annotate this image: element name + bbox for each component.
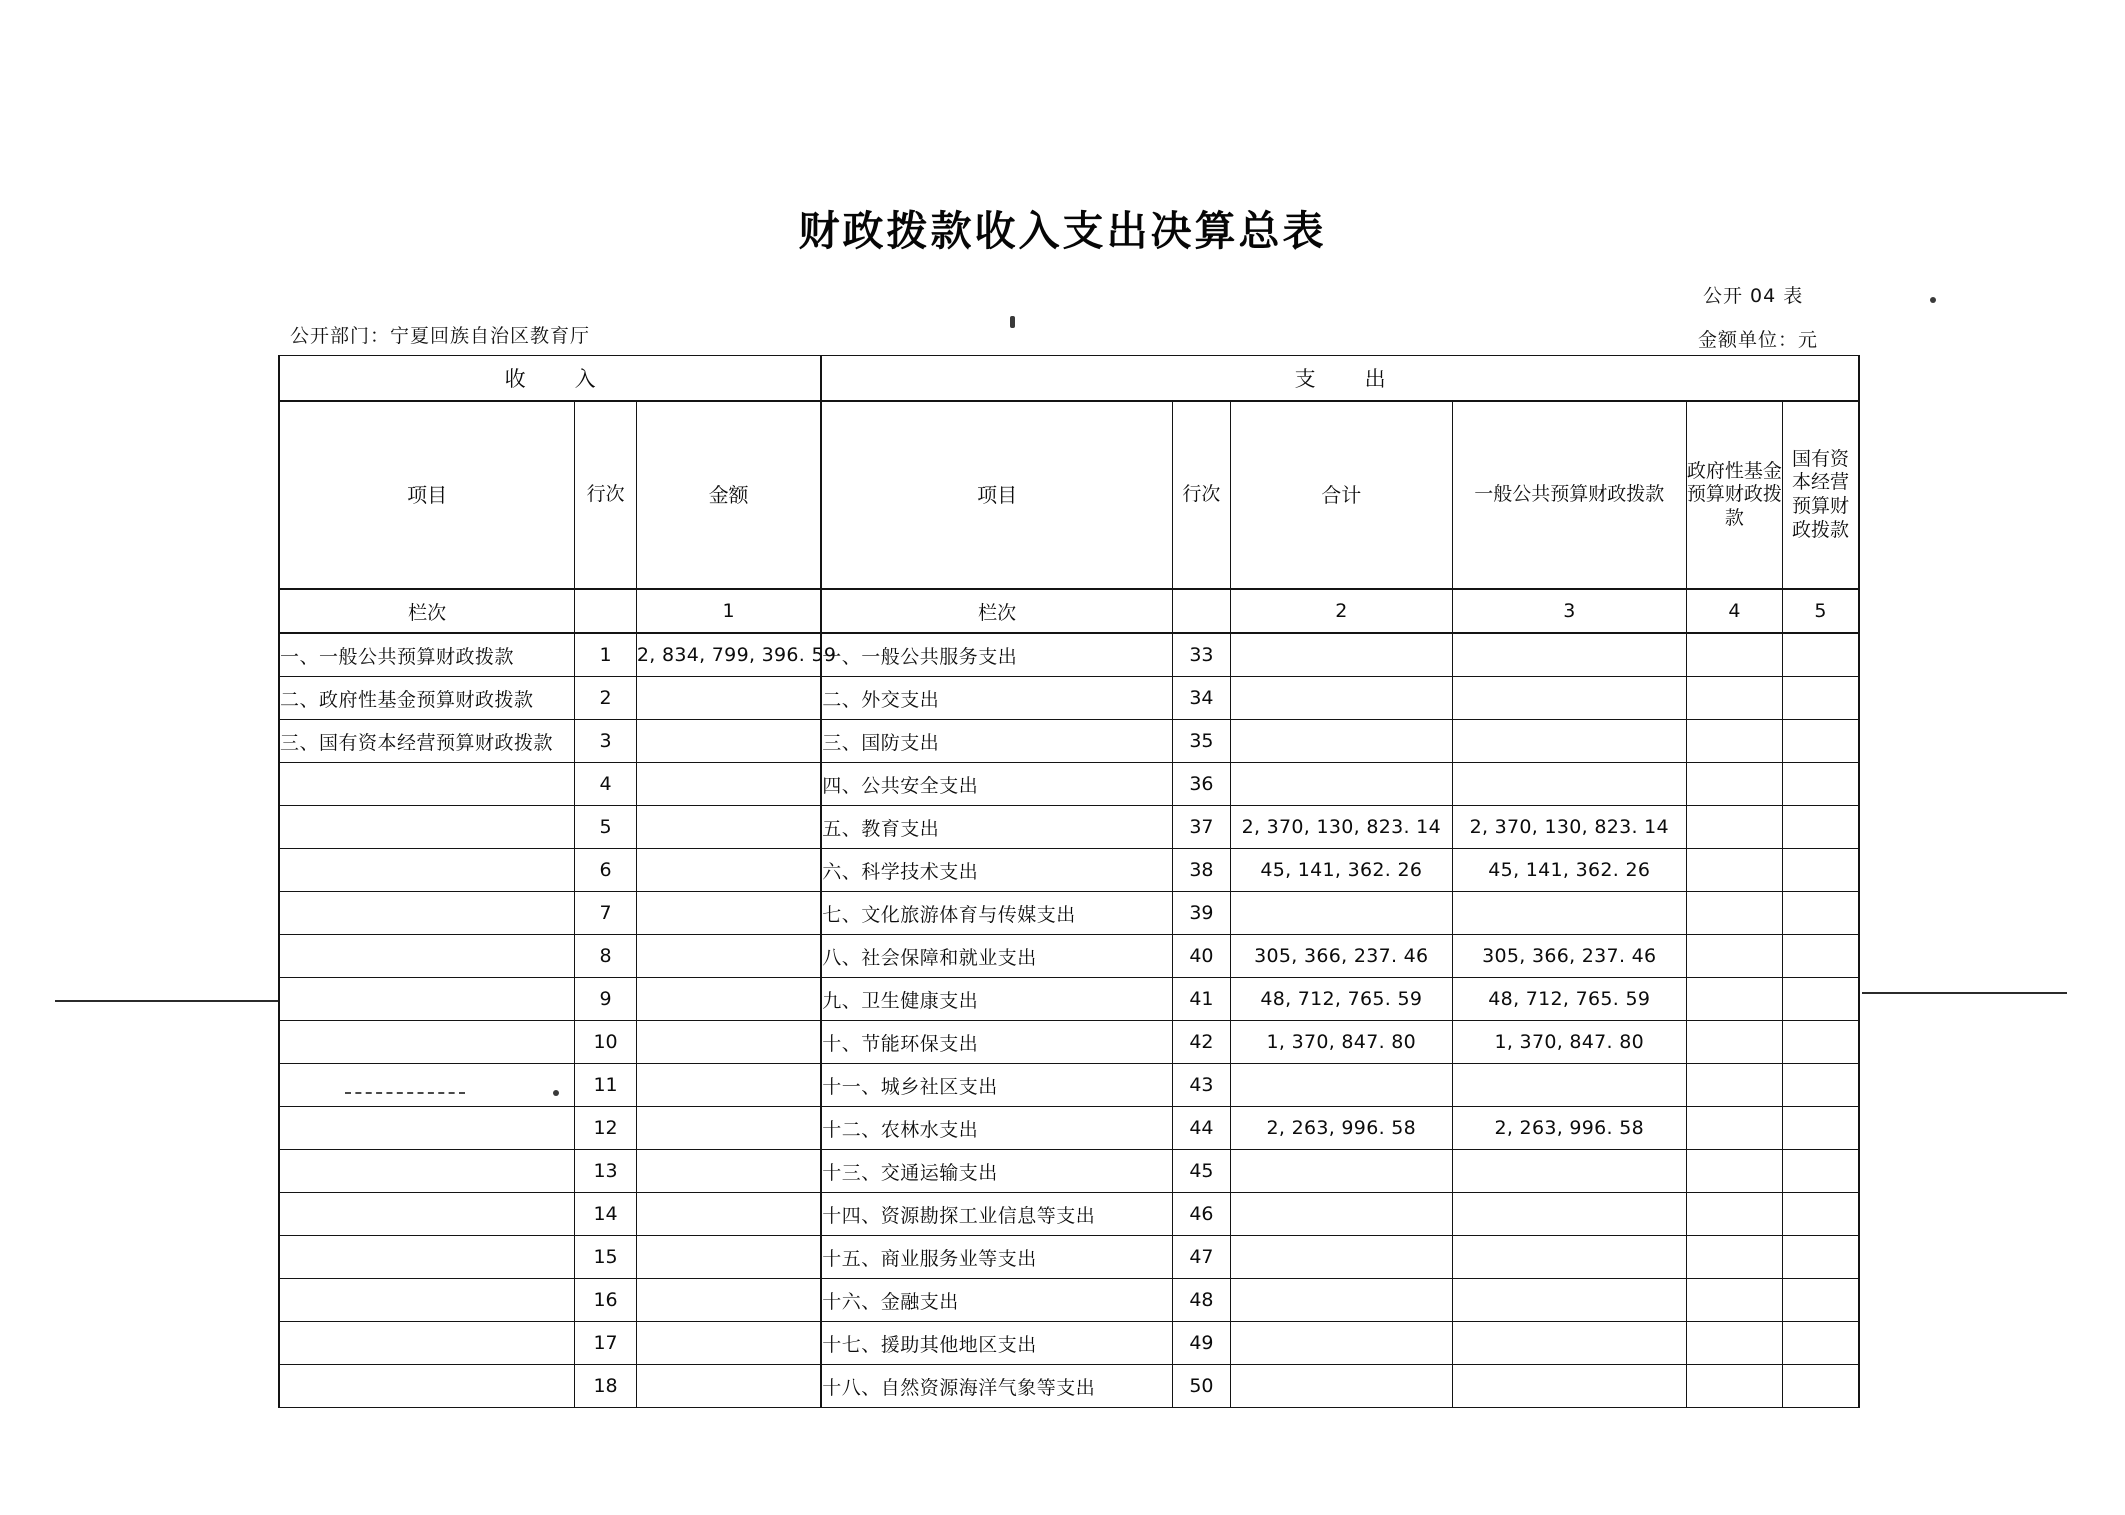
income-amount-cell (636, 1193, 821, 1236)
expenditure-total-cell (1230, 763, 1452, 806)
expenditure-row-no-cell: 35 (1172, 720, 1230, 763)
income-amount-cell (636, 1064, 821, 1107)
expenditure-item-cell: 八、社会保障和就业支出 (821, 935, 1172, 978)
table-row (279, 849, 1859, 892)
income-item-cell (279, 1150, 575, 1193)
expenditure-row-no-cell: 47 (1172, 1236, 1230, 1279)
expenditure-gov-fund-cell (1686, 1236, 1782, 1279)
expenditure-item-cell: 五、教育支出 (821, 806, 1172, 849)
income-item-cell (279, 1021, 575, 1064)
table-row (279, 1365, 1859, 1408)
income-item-cell (279, 892, 575, 935)
expenditure-general-public-cell: 45, 141, 362. 26 (1452, 849, 1686, 892)
expenditure-general-public-cell (1452, 892, 1686, 935)
expenditure-total-cell: 2, 263, 996. 58 (1230, 1107, 1452, 1150)
header-expenditure-row-no (1172, 401, 1230, 589)
expenditure-gov-fund-cell (1686, 849, 1782, 892)
income-amount-cell (636, 806, 821, 849)
expenditure-total-cell (1230, 1322, 1452, 1365)
income-amount-cell (636, 978, 821, 1021)
table-row (279, 1064, 1859, 1107)
income-amount-cell (636, 1107, 821, 1150)
income-item-cell: 一、一般公共预算财政拨款 (279, 633, 575, 677)
header-income-item: 项目 (279, 401, 575, 589)
column-number-income-amount: 1 (636, 589, 821, 633)
expenditure-general-public-cell: 48, 712, 765. 59 (1452, 978, 1686, 1021)
expenditure-general-public-cell (1452, 720, 1686, 763)
table-row (279, 1107, 1859, 1150)
expenditure-state-capital-cell (1782, 1322, 1859, 1365)
expenditure-item-cell: 三、国防支出 (821, 720, 1172, 763)
form-number-label: 公开 04 表 (1703, 285, 1804, 307)
income-item-cell (279, 1236, 575, 1279)
expenditure-state-capital-cell (1782, 1236, 1859, 1279)
expenditure-row-no-cell: 49 (1172, 1322, 1230, 1365)
income-row-no-cell: 5 (575, 806, 637, 849)
table-row (279, 763, 1859, 806)
expenditure-item-cell: 七、文化旅游体育与传媒支出 (821, 892, 1172, 935)
expenditure-gov-fund-cell (1686, 720, 1782, 763)
income-item-cell (279, 978, 575, 1021)
expenditure-gov-fund-cell (1686, 1193, 1782, 1236)
expenditure-state-capital-cell (1782, 1365, 1859, 1408)
income-row-no-cell: 2 (575, 677, 637, 720)
income-item-cell (279, 1279, 575, 1322)
income-amount-cell (636, 1322, 821, 1365)
expenditure-state-capital-cell (1782, 806, 1859, 849)
income-row-no-cell: 15 (575, 1236, 637, 1279)
scan-speck (1930, 297, 1936, 303)
table-row (279, 1150, 1859, 1193)
income-item-cell (279, 1322, 575, 1365)
expenditure-item-cell: 十二、农林水支出 (821, 1107, 1172, 1150)
income-item-cell (279, 763, 575, 806)
header-expenditure-total: 合计 (1230, 401, 1452, 589)
table-row (279, 1322, 1859, 1365)
expenditure-item-cell: 二、外交支出 (821, 677, 1172, 720)
expenditure-total-cell: 2, 370, 130, 823. 14 (1230, 806, 1452, 849)
table-row (279, 720, 1859, 763)
expenditure-state-capital-cell (1782, 633, 1859, 677)
income-amount-cell (636, 720, 821, 763)
income-row-no-cell: 12 (575, 1107, 637, 1150)
expenditure-state-capital-cell (1782, 1021, 1859, 1064)
table-row (279, 677, 1859, 720)
expenditure-total-cell: 48, 712, 765. 59 (1230, 978, 1452, 1021)
income-row-no-cell: 1 (575, 633, 637, 677)
expenditure-state-capital-cell (1782, 1193, 1859, 1236)
expenditure-item-cell: 一、一般公共服务支出 (821, 633, 1172, 677)
table-row (279, 892, 1859, 935)
header-income-row-no-text: 行次 (586, 483, 625, 506)
table-row (279, 633, 1859, 677)
table-body (279, 633, 1859, 1408)
expenditure-row-no-cell: 43 (1172, 1064, 1230, 1107)
expenditure-total-cell: 305, 366, 237. 46 (1230, 935, 1452, 978)
expenditure-item-cell: 十四、资源勘探工业信息等支出 (821, 1193, 1172, 1236)
lanci-label-income: 栏次 (279, 589, 575, 633)
income-amount-cell (636, 1236, 821, 1279)
income-row-no-cell: 17 (575, 1322, 637, 1365)
income-row-no-cell: 14 (575, 1193, 637, 1236)
table-row (279, 1021, 1859, 1064)
expenditure-item-cell: 十三、交通运输支出 (821, 1150, 1172, 1193)
expenditure-row-no-cell: 48 (1172, 1279, 1230, 1322)
table-row (279, 1279, 1859, 1322)
expenditure-gov-fund-cell (1686, 1279, 1782, 1322)
expenditure-gov-fund-cell (1686, 763, 1782, 806)
table-row (279, 1193, 1859, 1236)
disclosing-department-label: 公开部门：宁夏回族自治区教育厅 (290, 325, 591, 347)
expenditure-general-public-cell (1452, 633, 1686, 677)
expenditure-row-no-cell: 44 (1172, 1107, 1230, 1150)
income-row-no-cell: 13 (575, 1150, 637, 1193)
lanci-label-expenditure: 栏次 (821, 589, 1172, 633)
expenditure-gov-fund-cell (1686, 1064, 1782, 1107)
income-item-cell (279, 1064, 575, 1107)
lanci-expenditure-row-no-blank (1172, 589, 1230, 633)
expenditure-row-no-cell: 50 (1172, 1365, 1230, 1408)
expenditure-general-public-cell: 2, 370, 130, 823. 14 (1452, 806, 1686, 849)
expenditure-item-cell: 十、节能环保支出 (821, 1021, 1172, 1064)
expenditure-state-capital-cell (1782, 1107, 1859, 1150)
income-row-no-cell: 18 (575, 1365, 637, 1408)
expenditure-row-no-cell: 42 (1172, 1021, 1230, 1064)
column-number-general-public: 3 (1452, 589, 1686, 633)
expenditure-gov-fund-cell (1686, 1107, 1782, 1150)
income-row-no-cell: 7 (575, 892, 637, 935)
page-fold-line-left (55, 1000, 280, 1002)
expenditure-row-no-cell: 45 (1172, 1150, 1230, 1193)
expenditure-gov-fund-cell (1686, 633, 1782, 677)
expenditure-general-public-cell: 2, 263, 996. 58 (1452, 1107, 1686, 1150)
expenditure-item-cell: 十六、金融支出 (821, 1279, 1172, 1322)
expenditure-total-cell (1230, 677, 1452, 720)
income-amount-cell (636, 763, 821, 806)
scan-speck (1010, 316, 1015, 328)
budget-appropriation-table (278, 355, 1860, 1408)
page-fold-line-right (1862, 992, 2067, 994)
column-number-row (279, 589, 1859, 633)
income-amount-cell (636, 1021, 821, 1064)
header-expenditure-item: 项目 (821, 401, 1172, 589)
expenditure-total-cell: 1, 370, 847. 80 (1230, 1021, 1452, 1064)
table-row (279, 978, 1859, 1021)
expenditure-general-public-cell (1452, 1236, 1686, 1279)
expenditure-state-capital-cell (1782, 677, 1859, 720)
expenditure-state-capital-cell (1782, 720, 1859, 763)
expenditure-total-cell (1230, 1279, 1452, 1322)
expenditure-row-no-cell: 38 (1172, 849, 1230, 892)
income-row-no-cell: 6 (575, 849, 637, 892)
expenditure-item-cell: 十八、自然资源海洋气象等支出 (821, 1365, 1172, 1408)
expenditure-general-public-cell (1452, 1193, 1686, 1236)
expenditure-state-capital-cell (1782, 978, 1859, 1021)
table-row (279, 1236, 1859, 1279)
expenditure-total-cell: 45, 141, 362. 26 (1230, 849, 1452, 892)
lanci-income-row-no-blank (575, 589, 637, 633)
expenditure-general-public-cell: 1, 370, 847. 80 (1452, 1021, 1686, 1064)
income-row-no-cell: 4 (575, 763, 637, 806)
income-row-no-cell: 9 (575, 978, 637, 1021)
expenditure-general-public-cell (1452, 1365, 1686, 1408)
column-number-expenditure-total: 2 (1230, 589, 1452, 633)
expenditure-total-cell (1230, 1064, 1452, 1107)
expenditure-item-cell: 十五、商业服务业等支出 (821, 1236, 1172, 1279)
expenditure-gov-fund-cell (1686, 892, 1782, 935)
expenditure-general-public-cell (1452, 1150, 1686, 1193)
income-amount-cell (636, 1279, 821, 1322)
income-row-no-cell: 11 (575, 1064, 637, 1107)
expenditure-gov-fund-cell (1686, 1150, 1782, 1193)
expenditure-state-capital-cell (1782, 935, 1859, 978)
income-row-no-cell: 3 (575, 720, 637, 763)
expenditure-total-cell (1230, 892, 1452, 935)
header-state-capital-budget: 国有资本经营预算财政拨款 (1782, 401, 1859, 589)
expenditure-row-no-cell: 41 (1172, 978, 1230, 1021)
income-item-cell (279, 935, 575, 978)
expenditure-state-capital-cell (1782, 1279, 1859, 1322)
expenditure-total-cell (1230, 633, 1452, 677)
expenditure-total-cell (1230, 1236, 1452, 1279)
expenditure-state-capital-cell (1782, 849, 1859, 892)
expenditure-total-cell (1230, 1150, 1452, 1193)
header-general-public-budget: 一般公共预算财政拨款 (1452, 401, 1686, 589)
expenditure-gov-fund-cell (1686, 806, 1782, 849)
income-amount-cell (636, 1365, 821, 1408)
expenditure-state-capital-cell (1782, 892, 1859, 935)
section-header-income: 收 入 (279, 356, 821, 402)
income-item-cell (279, 1193, 575, 1236)
expenditure-gov-fund-cell (1686, 1021, 1782, 1064)
expenditure-row-no-cell: 46 (1172, 1193, 1230, 1236)
expenditure-gov-fund-cell (1686, 1365, 1782, 1408)
income-row-no-cell: 16 (575, 1279, 637, 1322)
income-amount-cell: 2, 834, 799, 396. 59 (636, 633, 821, 677)
expenditure-total-cell (1230, 1193, 1452, 1236)
table-row (279, 935, 1859, 978)
expenditure-gov-fund-cell (1686, 935, 1782, 978)
expenditure-general-public-cell (1452, 1064, 1686, 1107)
income-item-cell (279, 806, 575, 849)
expenditure-row-no-cell: 39 (1172, 892, 1230, 935)
column-header-row (279, 401, 1859, 589)
income-item-cell: 二、政府性基金预算财政拨款 (279, 677, 575, 720)
column-number-state-capital: 5 (1782, 589, 1859, 633)
income-amount-cell (636, 892, 821, 935)
header-expenditure-row-no-text: 行次 (1182, 483, 1221, 506)
expenditure-state-capital-cell (1782, 1150, 1859, 1193)
income-amount-cell (636, 1150, 821, 1193)
column-number-gov-fund: 4 (1686, 589, 1782, 633)
expenditure-general-public-cell (1452, 763, 1686, 806)
expenditure-item-cell: 九、卫生健康支出 (821, 978, 1172, 1021)
income-amount-cell (636, 677, 821, 720)
header-income-row-no (575, 401, 637, 589)
expenditure-row-no-cell: 34 (1172, 677, 1230, 720)
income-item-cell: 三、国有资本经营预算财政拨款 (279, 720, 575, 763)
expenditure-state-capital-cell (1782, 1064, 1859, 1107)
expenditure-total-cell (1230, 1365, 1452, 1408)
income-item-cell (279, 1107, 575, 1150)
expenditure-gov-fund-cell (1686, 978, 1782, 1021)
table-row (279, 806, 1859, 849)
expenditure-general-public-cell (1452, 677, 1686, 720)
expenditure-state-capital-cell (1782, 763, 1859, 806)
income-item-cell (279, 849, 575, 892)
page-title: 财政拨款收入支出决算总表 (798, 207, 1327, 255)
income-row-no-cell: 10 (575, 1021, 637, 1064)
expenditure-row-no-cell: 37 (1172, 806, 1230, 849)
header-income-amount: 金额 (636, 401, 821, 589)
expenditure-general-public-cell: 305, 366, 237. 46 (1452, 935, 1686, 978)
section-header-expenditure: 支 出 (821, 356, 1859, 402)
expenditure-total-cell (1230, 720, 1452, 763)
expenditure-row-no-cell: 40 (1172, 935, 1230, 978)
expenditure-gov-fund-cell (1686, 677, 1782, 720)
income-amount-cell (636, 849, 821, 892)
expenditure-general-public-cell (1452, 1322, 1686, 1365)
expenditure-item-cell: 六、科学技术支出 (821, 849, 1172, 892)
expenditure-row-no-cell: 36 (1172, 763, 1230, 806)
expenditure-row-no-cell: 33 (1172, 633, 1230, 677)
income-item-cell (279, 1365, 575, 1408)
expenditure-general-public-cell (1452, 1279, 1686, 1322)
expenditure-item-cell: 十七、援助其他地区支出 (821, 1322, 1172, 1365)
amount-unit-label: 金额单位：元 (1698, 329, 1819, 351)
section-header-row (279, 356, 1859, 402)
income-row-no-cell: 8 (575, 935, 637, 978)
expenditure-item-cell: 四、公共安全支出 (821, 763, 1172, 806)
header-government-fund-budget: 政府性基金预算财政拨款 (1686, 401, 1782, 589)
expenditure-item-cell: 十一、城乡社区支出 (821, 1064, 1172, 1107)
expenditure-gov-fund-cell (1686, 1322, 1782, 1365)
income-amount-cell (636, 935, 821, 978)
